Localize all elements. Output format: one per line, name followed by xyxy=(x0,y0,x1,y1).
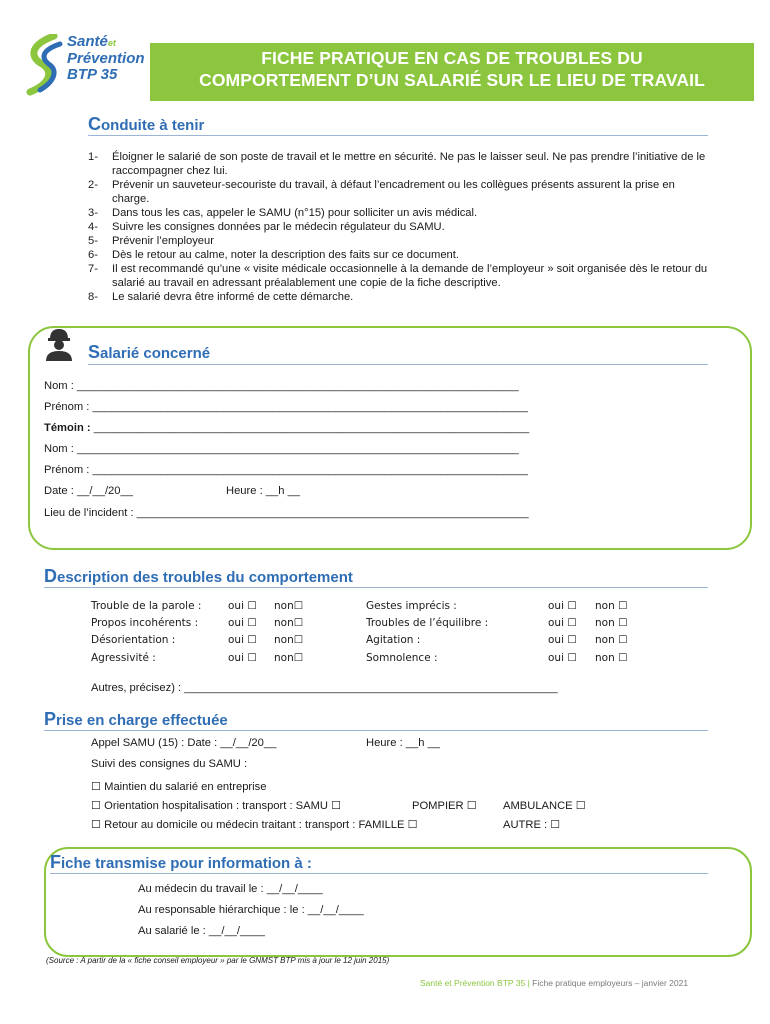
non-checkbox[interactable]: non ☐ xyxy=(595,617,628,629)
heading-rule xyxy=(44,730,708,731)
list-item xyxy=(88,206,708,220)
responsable-date-field[interactable]: Au responsable hiérarchique : le : __/__/____ xyxy=(138,904,364,916)
oui-checkbox[interactable]: oui ☐ xyxy=(228,634,257,646)
medecin-date-field[interactable]: Au médecin du travail le : __/__/____ xyxy=(138,883,323,895)
heure-field[interactable]: Heure : __h __ xyxy=(226,485,301,497)
list-item-text: Il est recommandé qu’une « visite médicale occasionnelle à la demande de l’employeur » soit organisée dès le retour du salarié au travail en adressant préalablement une copie de la fiche descriptive. xyxy=(112,263,708,289)
appel-samu-field[interactable]: Appel SAMU (15) : Date : __/__/20__ xyxy=(91,737,277,749)
list-item-text: Le salarié devra être informé de cette démarche. xyxy=(112,291,354,303)
list-item-text: Dès le retour au calme, noter la description des faits sur ce document. xyxy=(112,249,459,261)
oui-checkbox[interactable]: oui ☐ xyxy=(548,652,577,664)
oui-checkbox[interactable]: oui ☐ xyxy=(228,600,257,612)
suivi-label: Suivi des consignes du SAMU : xyxy=(91,758,248,770)
trouble-label: Propos incohérents : xyxy=(91,617,199,629)
section-heading-fiche: Fiche transmise pour information à : xyxy=(50,852,312,872)
trouble-label: Agressivité : xyxy=(91,652,156,664)
section-heading-description: Description des troubles du comportement xyxy=(44,566,353,586)
list-item xyxy=(88,248,708,262)
title-line-2: COMPORTEMENT D’UN SALARIÉ SUR LE LIEU DE TRAVAIL xyxy=(199,70,705,90)
pompier-checkbox[interactable]: POMPIER ☐ xyxy=(412,800,477,812)
heading-rule xyxy=(44,587,708,588)
oui-checkbox[interactable]: oui ☐ xyxy=(548,600,577,612)
list-item-number: 7- xyxy=(88,263,98,275)
section-heading-prise: Prise en charge effectuée xyxy=(44,709,228,729)
source-note: (Source : A partir de la « fiche conseil employeur » par le GNMST BTP mis à jour le 12 juin 2015) xyxy=(46,956,390,965)
appel-heure-field[interactable]: Heure : __h __ xyxy=(366,737,441,749)
list-item xyxy=(88,178,708,206)
prenom-field[interactable]: Prénom : ______________________________________________________________________ xyxy=(44,401,529,413)
heading-rule xyxy=(50,873,708,874)
page-title xyxy=(150,47,754,91)
trouble-label: Gestes imprécis : xyxy=(366,600,457,612)
list-item-number: 6- xyxy=(88,249,98,261)
oui-checkbox[interactable]: oui ☐ xyxy=(548,617,577,629)
date-field[interactable]: Date : __/__/20__ xyxy=(44,485,133,497)
company-logo xyxy=(24,30,146,102)
temoin-nom-field[interactable]: Nom : _______________________________________________________________________ xyxy=(44,443,519,455)
section-heading-salarie: Salarié concerné xyxy=(88,342,211,362)
list-item-number: 3- xyxy=(88,207,98,219)
list-item-text: Suivre les consignes données par le médecin régulateur du SAMU. xyxy=(112,221,445,233)
list-item xyxy=(88,290,708,304)
list-item-text: Dans tous les cas, appeler le SAMU (n°15) pour solliciter un avis médical. xyxy=(112,207,478,219)
orientation-checkbox[interactable]: ☐ Orientation hospitalisation : transport : SAMU ☐ xyxy=(91,800,342,812)
lieu-field[interactable]: Lieu de l’incident : _______________________________________________________________ xyxy=(44,507,529,519)
trouble-label: Trouble de la parole : xyxy=(91,600,202,612)
heading-rule xyxy=(88,135,708,136)
oui-checkbox[interactable]: oui ☐ xyxy=(228,652,257,664)
swoosh-logo-icon xyxy=(24,34,64,96)
list-item xyxy=(88,234,708,248)
nom-field[interactable]: Nom : _______________________________________________________________________ xyxy=(44,380,519,392)
temoin-label: Témoin : xyxy=(44,422,91,434)
list-item-text: Prévenir un sauveteur-secouriste du travail, à défaut l’encadrement ou les collègues présents assurent la prise en charge. xyxy=(112,179,675,205)
temoin-prenom-field[interactable]: Prénom : ______________________________________________________________________ xyxy=(44,464,529,476)
oui-checkbox[interactable]: oui ☐ xyxy=(548,634,577,646)
non-checkbox[interactable]: non☐ xyxy=(274,634,304,646)
title-line-1: FICHE PRATIQUE EN CAS DE TROUBLES DU xyxy=(261,48,643,68)
non-checkbox[interactable]: non☐ xyxy=(274,600,304,612)
trouble-label: Troubles de l’équilibre : xyxy=(366,617,489,629)
list-item xyxy=(88,262,708,290)
trouble-label: Désorientation : xyxy=(91,634,176,646)
worker-helmet-icon xyxy=(44,327,74,361)
temoin-field[interactable]: Témoin : ______________________________________________________________________ xyxy=(44,422,530,434)
autres-field[interactable]: Autres, précisez) : ____________________________________________________________ xyxy=(91,682,558,694)
list-item-text: Prévenir l’employeur xyxy=(112,235,214,247)
trouble-label: Agitation : xyxy=(366,634,421,646)
oui-checkbox[interactable]: oui ☐ xyxy=(228,617,257,629)
non-checkbox[interactable]: non☐ xyxy=(274,617,304,629)
maintien-checkbox[interactable]: ☐ Maintien du salarié en entreprise xyxy=(91,781,267,793)
footer: Santé et Prévention BTP 35 | Fiche pratique employeurs – janvier 2021 xyxy=(420,978,689,988)
list-item xyxy=(88,150,708,178)
list-item-number: 2- xyxy=(88,179,98,191)
non-checkbox[interactable]: non ☐ xyxy=(595,600,628,612)
salarie-date-field[interactable]: Au salarié le : __/__/____ xyxy=(138,925,265,937)
trouble-label: Somnolence : xyxy=(366,652,438,664)
list-item xyxy=(88,220,708,234)
non-checkbox[interactable]: non ☐ xyxy=(595,652,628,664)
list-item-number: 1- xyxy=(88,151,98,163)
list-item-number: 8- xyxy=(88,291,98,303)
list-item-text: Éloigner le salarié de son poste de travail et le mettre en sécurité. Ne pas le laisser seul. Ne pas prendre l’initiative de le raccompagner chez lui. xyxy=(112,151,706,177)
heading-rule xyxy=(88,364,708,365)
instructions-list xyxy=(88,150,708,304)
retour-checkbox[interactable]: ☐ Retour au domicile ou médecin traitant : transport : FAMILLE ☐ xyxy=(91,819,418,831)
ambulance-checkbox[interactable]: AMBULANCE ☐ xyxy=(503,800,586,812)
logo-text: Santéet Prévention BTP 35 xyxy=(67,33,145,83)
non-checkbox[interactable]: non ☐ xyxy=(595,634,628,646)
non-checkbox[interactable]: non☐ xyxy=(274,652,304,664)
section-heading-conduite: Conduite à tenir xyxy=(88,114,205,134)
autre-checkbox[interactable]: AUTRE : ☐ xyxy=(503,819,561,831)
list-item-number: 5- xyxy=(88,235,98,247)
list-item-number: 4- xyxy=(88,221,98,233)
